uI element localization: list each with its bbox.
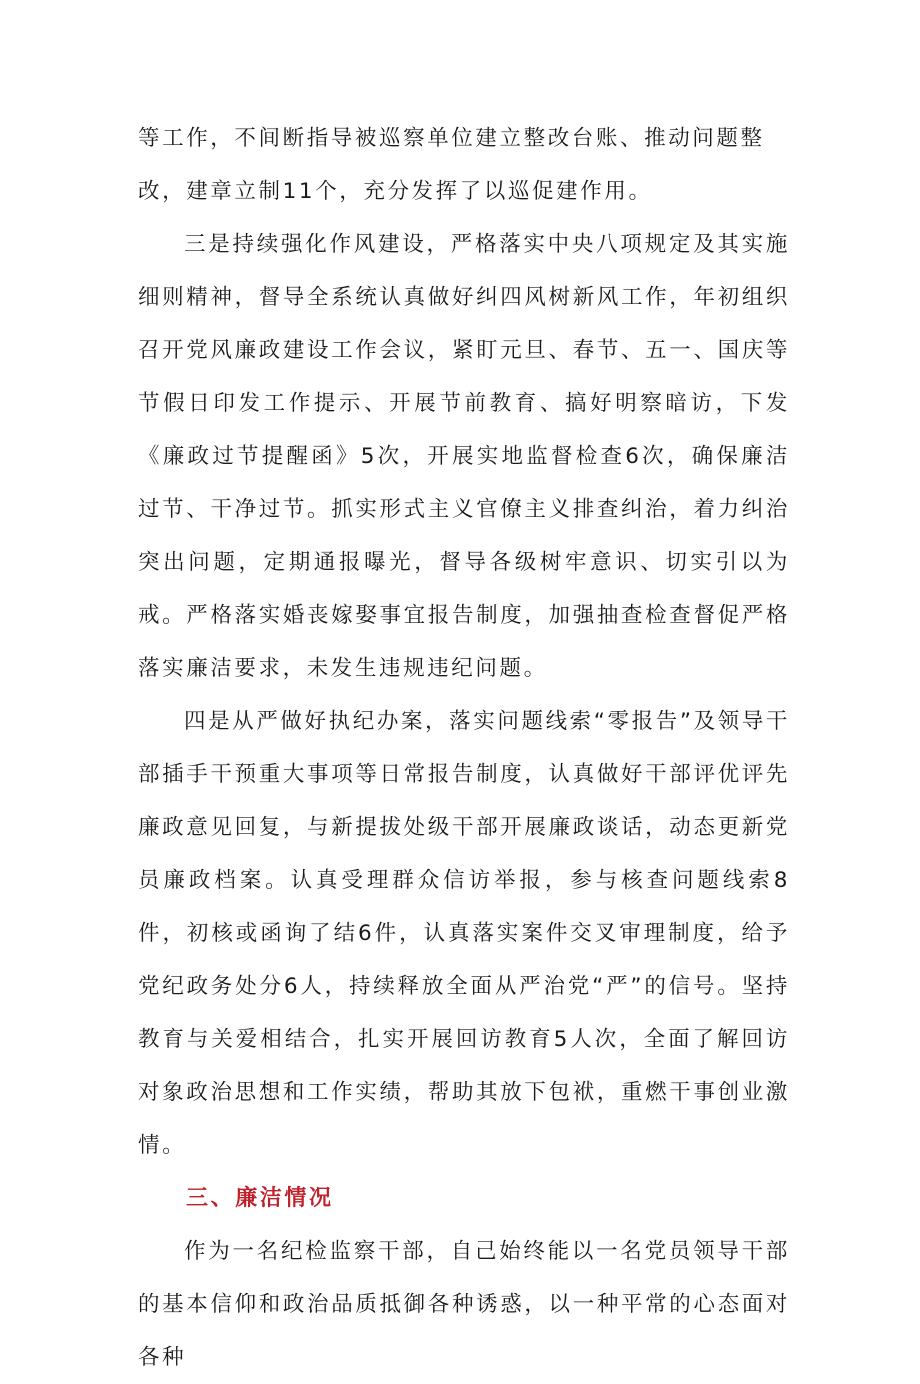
- paragraph-work-style: 三是持续强化作风建设，严格落实中央八项规定及其实施细则精神，督导全系统认真做好纠四风树新风工作，年初组织召开党风廉政建设工作会议，紧盯元旦、春节、五一、国庆等节假日印发工作提示、开展节前教育、搞好明察暗访，下发《廉政过节提醒函》5次，开展实地监督检查6次，确保廉洁过节、干净过节。抓实形式主义官僚主义排查纠治，着力纠治突出问题，定期通报曝光，督导各级树牢意识、切实引以为戒。严格落实婚丧嫁娶事宜报告制度，加强抽查检查督促严格落实廉洁要求，未发生违规违纪问题。: [138, 232, 790, 681]
- paragraph-integrity-intro: 作为一名纪检监察干部，自己始终能以一名党员领导干部的基本信仰和政治品质抵御各种诱惑，以一种平常的心态面对各种: [138, 1239, 790, 1370]
- paragraph-discipline-cases: 四是从严做好执纪办案，落实问题线索“零报告”及领导干部插手干预重大事项等日常报告制度，认真做好干部评优评先廉政意见回复，与新提拔处级干部开展廉政谈话，动态更新党员廉政档案。认真受理群众信访举报，参与核查问题线索8件，初核或函询了结6件，认真落实案件交叉审理制度，给予党纪政务处分6人，持续释放全面从严治党“严”的信号。坚持教育与关爱相结合，扎实开展回访教育5人次，全面了解回访对象政治思想和工作实绩，帮助其放下包袱，重燃干事创业激情。: [138, 709, 790, 1158]
- paragraph-inspection-followup: 等工作，不间断指导被巡察单位建立整改台账、推动问题整改，建章立制11个，充分发挥了以巡促建作用。: [138, 126, 765, 204]
- section-heading-integrity: 三、廉洁情况: [186, 1186, 334, 1211]
- document-body: [138, 112, 790, 1384]
